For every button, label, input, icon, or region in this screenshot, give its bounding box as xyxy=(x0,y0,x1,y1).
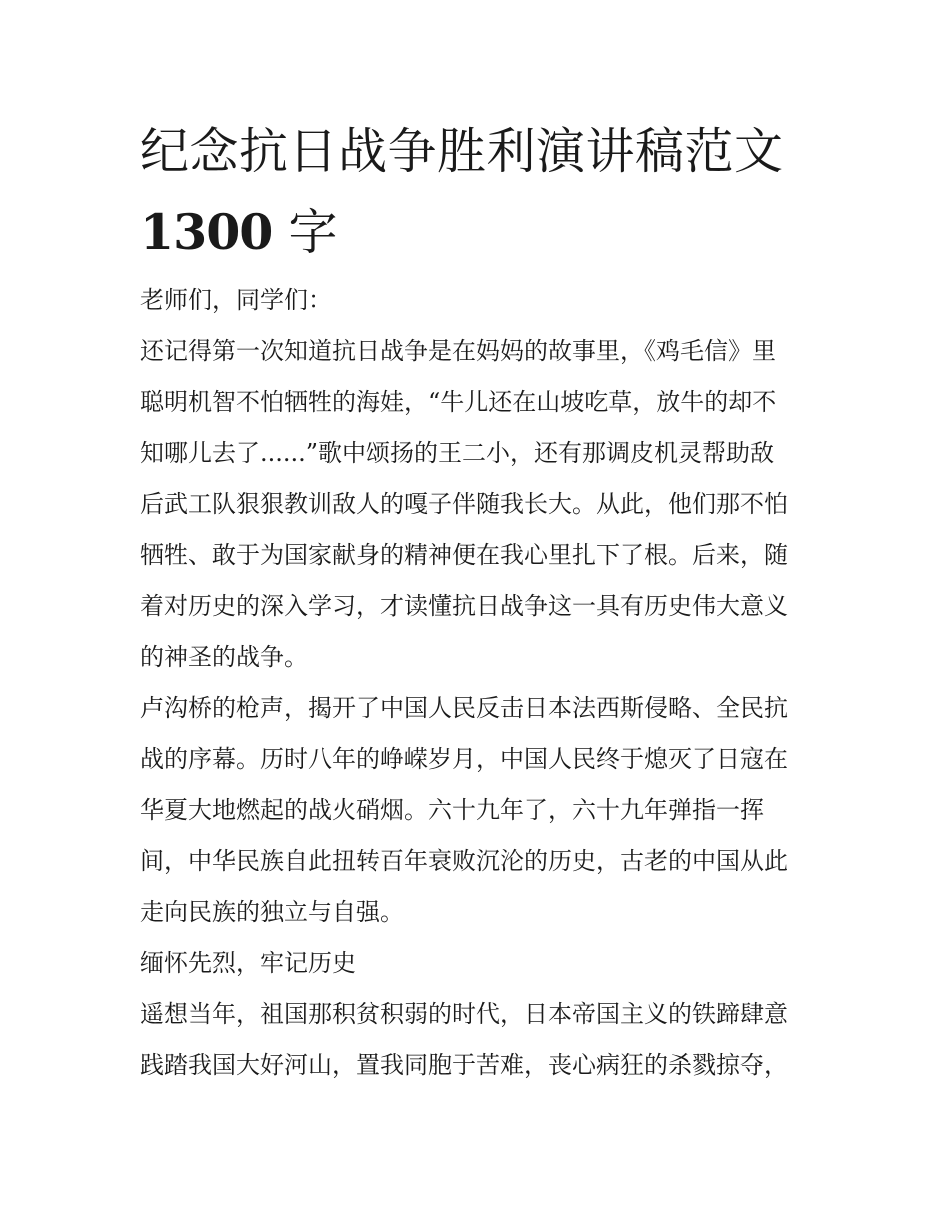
text-line: 走向民族的独立与自强。 xyxy=(140,898,404,926)
document-title xyxy=(140,112,820,273)
text-line: 遥想当年，祖国那积贫积弱的时代，日本帝国主义的铁蹄肆意 xyxy=(140,1000,788,1028)
paragraph-greeting xyxy=(140,275,830,326)
text-line: 间，中华民族自此扭转百年衰败沉沦的历史，古老的中国从此 xyxy=(140,847,788,875)
paragraph-lugou-bridge xyxy=(140,683,830,938)
paragraph-recall-history xyxy=(140,989,830,1091)
text-line: 后武工队狠狠教训敌人的嘎子伴随我长大。从此，他们那不怕 xyxy=(140,490,788,518)
text-line: 老师们，同学们： xyxy=(140,286,332,314)
text-line: 聪明机智不怕牺牲的海娃，“牛儿还在山坡吃草，放牛的却不 xyxy=(140,388,777,416)
title-line-2 xyxy=(140,192,820,273)
text-line: 缅怀先烈，牢记历史 xyxy=(140,949,356,977)
title-number: 1300 xyxy=(140,203,273,261)
text-line: 还记得第一次知道抗日战争是在妈妈的故事里，《鸡毛信》里 xyxy=(140,337,776,365)
text-line: 卢沟桥的枪声，揭开了中国人民反击日本法西斯侵略、全民抗 xyxy=(140,694,788,722)
text-line: 牺牲、敢于为国家献身的精神便在我心里扎下了根。后来，随 xyxy=(140,541,788,569)
text-line: 华夏大地燃起的战火硝烟。六十九年了，六十九年弹指一挥 xyxy=(140,796,764,824)
text-line: 的神圣的战争。 xyxy=(140,643,308,671)
title-suffix: 字 xyxy=(272,204,338,261)
text-line: 着对历史的深入学习，才读懂抗日战争这一具有历史伟大意义 xyxy=(140,592,788,620)
text-line: 战的序幕。历时八年的峥嵘岁月，中国人民终于熄灭了日寇在 xyxy=(140,745,788,773)
document-body xyxy=(140,275,830,1091)
section-heading xyxy=(140,938,830,989)
text-line: 知哪儿去了......”歌中颂扬的王二小，还有那调皮机灵帮助敌 xyxy=(140,439,775,467)
title-line-1: 纪念抗日战争胜利演讲稿范文 xyxy=(140,123,784,180)
paragraph-childhood-memories xyxy=(140,326,830,683)
text-line: 践踏我国大好河山，置我同胞于苦难，丧心病狂的杀戮掠夺， xyxy=(140,1051,788,1079)
